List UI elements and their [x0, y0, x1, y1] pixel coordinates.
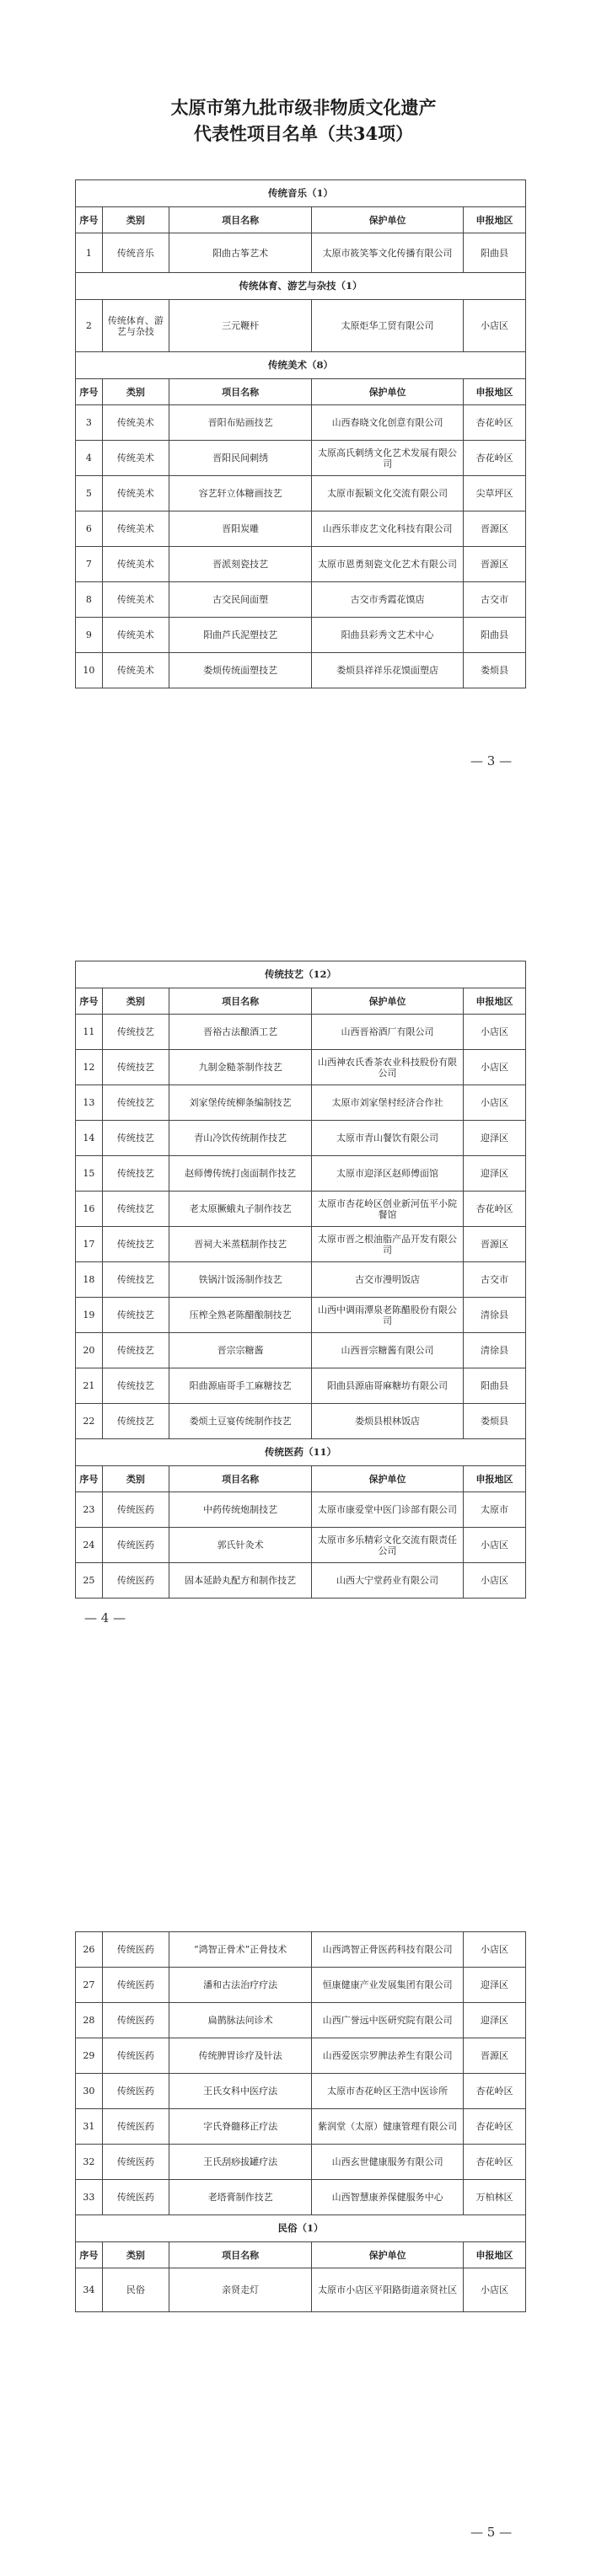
- table-row: [76, 1192, 526, 1227]
- col-header: 序号: [76, 379, 103, 405]
- table-row: [76, 1932, 526, 1968]
- table-row: [76, 511, 526, 547]
- cell: 晋源区: [463, 2038, 525, 2074]
- cell: 杏花岭区: [463, 441, 525, 476]
- cell: 小店区: [463, 1015, 525, 1050]
- cell: 杏花岭区: [463, 2074, 525, 2109]
- cell: 迎泽区: [463, 1968, 525, 2003]
- table-row: [76, 2003, 526, 2038]
- cell: 传统脾胃诊疗及针法: [169, 2038, 312, 2074]
- cell: 太原市: [463, 1492, 525, 1528]
- cell: 娄烦县祥祥乐花馍面塑店: [312, 653, 464, 688]
- table-row: [76, 653, 526, 688]
- table-row: [76, 2268, 526, 2312]
- cell: 铁锅汁饭汤制作技艺: [169, 1262, 312, 1298]
- cell: 22: [76, 1404, 103, 1439]
- cell: 民俗: [102, 2268, 169, 2312]
- cell: 传统技艺: [102, 1015, 169, 1050]
- table-row: [76, 618, 526, 653]
- table-row: [76, 1333, 526, 1368]
- col-header: 申报地区: [463, 379, 525, 405]
- cell: 潘和古法治疗疗法: [169, 1968, 312, 2003]
- cell: 阳曲源庙哥手工麻糖技艺: [169, 1368, 312, 1404]
- table-row: [76, 582, 526, 618]
- cell: 10: [76, 653, 103, 688]
- cell: 27: [76, 1968, 103, 2003]
- table-row: [76, 2145, 526, 2180]
- cell: 王氏刮痧拔罐疗法: [169, 2145, 312, 2180]
- cell: 传统医药: [102, 2003, 169, 2038]
- heritage-table-page3: [75, 179, 526, 688]
- cell: 娄烦土豆宴传统制作技艺: [169, 1404, 312, 1439]
- cell: 王氏女科中医疗法: [169, 2074, 312, 2109]
- cell: 紫润堂（太原）健康管理有限公司: [312, 2109, 464, 2145]
- col-header: 保护单位: [312, 988, 464, 1015]
- heritage-table-page4: [75, 961, 526, 1599]
- cell: 太原市晋之根油脂产品开发有限公司: [312, 1227, 464, 1262]
- cell: 杏花岭区: [463, 1192, 525, 1227]
- cell: 太原市杏花岭区王浩中医诊所: [312, 2074, 464, 2109]
- table-row: [76, 547, 526, 582]
- cell: 青山冷饮传统制作技艺: [169, 1121, 312, 1156]
- col-header: 项目名称: [169, 379, 312, 405]
- col-header: 类别: [102, 988, 169, 1015]
- table-row: [76, 1156, 526, 1192]
- cell: 古交市: [463, 582, 525, 618]
- cell: 阳曲芦氏泥塑技艺: [169, 618, 312, 653]
- col-header: 序号: [76, 988, 103, 1015]
- table-row: [76, 1121, 526, 1156]
- cell: 迎泽区: [463, 1156, 525, 1192]
- section-header: 传统医药（11）: [76, 1439, 526, 1466]
- cell: 传统技艺: [102, 1050, 169, 1085]
- cell: 晋裕古法酿酒工艺: [169, 1015, 312, 1050]
- col-header: 申报地区: [463, 1466, 525, 1492]
- cell: 19: [76, 1298, 103, 1333]
- section-header: 传统技艺（12）: [76, 961, 526, 988]
- section-header: 传统体育、游艺与杂技（1）: [76, 273, 526, 300]
- cell: 5: [76, 476, 103, 511]
- cell: 传统美术: [102, 653, 169, 688]
- cell: 18: [76, 1262, 103, 1298]
- cell: 小店区: [463, 1050, 525, 1085]
- cell: 容艺轩立体糖画技艺: [169, 476, 312, 511]
- cell: 传统美术: [102, 547, 169, 582]
- col-header: 类别: [102, 1466, 169, 1492]
- cell: 传统技艺: [102, 1156, 169, 1192]
- cell: 25: [76, 1563, 103, 1599]
- col-header: 保护单位: [312, 2242, 464, 2268]
- col-header: 类别: [102, 207, 169, 233]
- cell: 尖草坪区: [463, 476, 525, 511]
- cell: 传统医药: [102, 1563, 169, 1599]
- table-row: [76, 1563, 526, 1599]
- cell: 太原高氏刺绣文化艺术发展有限公司: [312, 441, 464, 476]
- cell: “鸿智正骨术”正骨技术: [169, 1932, 312, 1968]
- cell: 传统技艺: [102, 1085, 169, 1121]
- col-header: 项目名称: [169, 207, 312, 233]
- cell: 传统美术: [102, 441, 169, 476]
- cell: 山西爱医宗罗脾法养生有限公司: [312, 2038, 464, 2074]
- cell: 28: [76, 2003, 103, 2038]
- col-header: 类别: [102, 2242, 169, 2268]
- col-header: 项目名称: [169, 988, 312, 1015]
- cell: 30: [76, 2074, 103, 2109]
- cell: 太原市多乐精彩文化交流有限责任公司: [312, 1528, 464, 1563]
- cell: 杏花岭区: [463, 405, 525, 441]
- cell: 恒康健康产业发展集团有限公司: [312, 1968, 464, 2003]
- col-header: 保护单位: [312, 379, 464, 405]
- cell: 晋源区: [463, 547, 525, 582]
- cell: 晋阳炭雕: [169, 511, 312, 547]
- cell: 太原市刘家堡村经济合作社: [312, 1085, 464, 1121]
- cell: 8: [76, 582, 103, 618]
- cell: 20: [76, 1333, 103, 1368]
- cell: 传统医药: [102, 2180, 169, 2215]
- table-row: [76, 1528, 526, 1563]
- cell: 晋源区: [463, 1227, 525, 1262]
- table-row: [76, 1085, 526, 1121]
- table-row: [76, 2038, 526, 2074]
- cell: 迎泽区: [463, 2003, 525, 2038]
- col-header: 序号: [76, 1466, 103, 1492]
- cell: 古交市秀霞花馍店: [312, 582, 464, 618]
- cell: 太原市小店区平阳路街道亲贤社区: [312, 2268, 464, 2312]
- cell: 传统技艺: [102, 1298, 169, 1333]
- cell: 山西鸿智正骨医药科技有限公司: [312, 1932, 464, 1968]
- cell: 传统医药: [102, 2074, 169, 2109]
- cell: 阳曲县: [463, 1368, 525, 1404]
- cell: 2: [76, 300, 103, 352]
- cell: 传统技艺: [102, 1227, 169, 1262]
- cell: 压榨全熟老陈醋酿制技艺: [169, 1298, 312, 1333]
- cell: 小店区: [463, 1528, 525, 1563]
- cell: 阳曲县彩秀文艺术中心: [312, 618, 464, 653]
- col-header: 申报地区: [463, 988, 525, 1015]
- cell: 山西玄世健康服务有限公司: [312, 2145, 464, 2180]
- cell: 清徐县: [463, 1298, 525, 1333]
- cell: 传统医药: [102, 1932, 169, 1968]
- cell: 传统美术: [102, 476, 169, 511]
- table-row: [76, 1227, 526, 1262]
- cell: 32: [76, 2145, 103, 2180]
- cell: 6: [76, 511, 103, 547]
- cell: 小店区: [463, 1085, 525, 1121]
- table-row: [76, 1015, 526, 1050]
- cell: 24: [76, 1528, 103, 1563]
- cell: 传统医药: [102, 1528, 169, 1563]
- cell: 传统音乐: [102, 233, 169, 273]
- cell: 小店区: [463, 1563, 525, 1599]
- cell: 26: [76, 1932, 103, 1968]
- table-row: [76, 2180, 526, 2215]
- cell: 扁鹊脉法问诊术: [169, 2003, 312, 2038]
- table-row: [76, 441, 526, 476]
- cell: 山西智慧康养保健服务中心: [312, 2180, 464, 2215]
- cell: 太原炬华工贸有限公司: [312, 300, 464, 352]
- table-row: [76, 1298, 526, 1333]
- cell: 4: [76, 441, 103, 476]
- col-header: 序号: [76, 207, 103, 233]
- table-row: [76, 1368, 526, 1404]
- cell: 三元鞭杆: [169, 300, 312, 352]
- cell: 15: [76, 1156, 103, 1192]
- table-row: [76, 1262, 526, 1298]
- cell: 传统技艺: [102, 1333, 169, 1368]
- cell: 太原市筱笑筝文化传播有限公司: [312, 233, 464, 273]
- cell: 小店区: [463, 300, 525, 352]
- table-row: [76, 1968, 526, 2003]
- cell: 太原市青山餐饮有限公司: [312, 1121, 464, 1156]
- table-row: [76, 1404, 526, 1439]
- document-title-line2: 代表性项目名单（共34项）: [193, 123, 414, 144]
- cell: 阳曲县源庙哥麻糖坊有限公司: [312, 1368, 464, 1404]
- table-header-row: [76, 379, 526, 405]
- cell: 娄烦县: [463, 1404, 525, 1439]
- cell: 晋源区: [463, 511, 525, 547]
- cell: 传统技艺: [102, 1192, 169, 1227]
- cell: 31: [76, 2109, 103, 2145]
- cell: 阳曲县: [463, 233, 525, 273]
- table-row: [76, 2074, 526, 2109]
- cell: 23: [76, 1492, 103, 1528]
- cell: 太原市恩勇刻瓷文化艺术有限公司: [312, 547, 464, 582]
- cell: 21: [76, 1368, 103, 1404]
- cell: 29: [76, 2038, 103, 2074]
- cell: 中药传统炮制技艺: [169, 1492, 312, 1528]
- cell: 传统医药: [102, 1492, 169, 1528]
- table-header-row: [76, 2242, 526, 2268]
- cell: 传统医药: [102, 1968, 169, 2003]
- cell: 山西乐菲皮艺文化科技有限公司: [312, 511, 464, 547]
- cell: 33: [76, 2180, 103, 2215]
- table-header-row: [76, 1466, 526, 1492]
- col-header: 保护单位: [312, 207, 464, 233]
- page-number: — 5 —: [470, 2525, 513, 2540]
- cell: 小店区: [463, 1932, 525, 1968]
- section-header: 传统音乐（1）: [76, 180, 526, 207]
- cell: 老太原撅蛾丸子制作技艺: [169, 1192, 312, 1227]
- cell: 1: [76, 233, 103, 273]
- cell: 万柏林区: [463, 2180, 525, 2215]
- page-number: — 3 —: [470, 753, 513, 769]
- cell: 16: [76, 1192, 103, 1227]
- cell: 3: [76, 405, 103, 441]
- cell: 杏花岭区: [463, 2109, 525, 2145]
- cell: 传统美术: [102, 618, 169, 653]
- cell: 杏花岭区: [463, 2145, 525, 2180]
- table-header-row: [76, 207, 526, 233]
- cell: 太原市杏花岭区创业新河伍平小院餐馆: [312, 1192, 464, 1227]
- cell: 传统医药: [102, 2145, 169, 2180]
- section-header: 民俗（1）: [76, 2215, 526, 2242]
- cell: 娄烦传统面塑技艺: [169, 653, 312, 688]
- table-row: [76, 1492, 526, 1528]
- cell: 九制金糙茶制作技艺: [169, 1050, 312, 1085]
- cell: 传统美术: [102, 511, 169, 547]
- cell: 山西广誉远中医研究院有限公司: [312, 2003, 464, 2038]
- cell: 晋祠大米蒸糕制作技艺: [169, 1227, 312, 1262]
- cell: 12: [76, 1050, 103, 1085]
- cell: 传统美术: [102, 405, 169, 441]
- col-header: 保护单位: [312, 1466, 464, 1492]
- cell: 亲贤走灯: [169, 2268, 312, 2312]
- col-header: 申报地区: [463, 207, 525, 233]
- table-row: [76, 1050, 526, 1085]
- table-row: [76, 476, 526, 511]
- table-row: [76, 233, 526, 273]
- cell: 传统技艺: [102, 1121, 169, 1156]
- cell: 郭氏针灸术: [169, 1528, 312, 1563]
- cell: 山西神农氏香茶农业科技股份有限公司: [312, 1050, 464, 1085]
- cell: 山西晋宗糖酱有限公司: [312, 1333, 464, 1368]
- cell: 传统技艺: [102, 1404, 169, 1439]
- cell: 传统医药: [102, 2109, 169, 2145]
- cell: 刘家堡传统柳条编制技艺: [169, 1085, 312, 1121]
- cell: 11: [76, 1015, 103, 1050]
- cell: 13: [76, 1085, 103, 1121]
- cell: 传统技艺: [102, 1262, 169, 1298]
- cell: 娄烦县: [463, 653, 525, 688]
- cell: 传统技艺: [102, 1368, 169, 1404]
- cell: 14: [76, 1121, 103, 1156]
- col-header: 项目名称: [169, 1466, 312, 1492]
- col-header: 申报地区: [463, 2242, 525, 2268]
- cell: 太原市康爱堂中医门诊部有限公司: [312, 1492, 464, 1528]
- cell: 固本延龄丸配方和制作技艺: [169, 1563, 312, 1599]
- cell: 赵师傅传统打卤面制作技艺: [169, 1156, 312, 1192]
- cell: 晋阳布贴画技艺: [169, 405, 312, 441]
- cell: 字氏脊髓移正疗法: [169, 2109, 312, 2145]
- table-row: [76, 405, 526, 441]
- cell: 17: [76, 1227, 103, 1262]
- section-header: 传统美术（8）: [76, 352, 526, 379]
- cell: 传统医药: [102, 2038, 169, 2074]
- cell: 9: [76, 618, 103, 653]
- cell: 晋阳民间刺绣: [169, 441, 312, 476]
- page-number: — 4 —: [84, 1610, 126, 1625]
- cell: 传统美术: [102, 582, 169, 618]
- cell: 娄烦县根林饭店: [312, 1404, 464, 1439]
- cell: 古交市漫明饭店: [312, 1262, 464, 1298]
- cell: 太原市迎泽区赵师傅面馆: [312, 1156, 464, 1192]
- cell: 山西晋裕酒厂有限公司: [312, 1015, 464, 1050]
- cell: 阳曲古筝艺术: [169, 233, 312, 273]
- cell: 晋派刻瓷技艺: [169, 547, 312, 582]
- document-title-line1: 太原市第九批市级非物质文化遗产: [170, 97, 437, 118]
- cell: 山西中调雨潭泉老陈醋股份有限公司: [312, 1298, 464, 1333]
- cell: 山西春晓文化创意有限公司: [312, 405, 464, 441]
- cell: 古交民间面塑: [169, 582, 312, 618]
- col-header: 类别: [102, 379, 169, 405]
- cell: 7: [76, 547, 103, 582]
- cell: 老塔膏制作技艺: [169, 2180, 312, 2215]
- cell: 小店区: [463, 2268, 525, 2312]
- table-header-row: [76, 988, 526, 1015]
- cell: 传统体育、游艺与杂技: [102, 300, 169, 352]
- cell: 古交市: [463, 1262, 525, 1298]
- table-row: [76, 300, 526, 352]
- cell: 山西大宁堂药业有限公司: [312, 1563, 464, 1599]
- cell: 阳曲县: [463, 618, 525, 653]
- cell: 晋宗宗糖酱: [169, 1333, 312, 1368]
- col-header: 序号: [76, 2242, 103, 2268]
- col-header: 项目名称: [169, 2242, 312, 2268]
- cell: 迎泽区: [463, 1121, 525, 1156]
- heritage-table-page5: [75, 1931, 526, 2312]
- cell: 太原市振颖文化交流有限公司: [312, 476, 464, 511]
- table-row: [76, 2109, 526, 2145]
- cell: 清徐县: [463, 1333, 525, 1368]
- cell: 34: [76, 2268, 103, 2312]
